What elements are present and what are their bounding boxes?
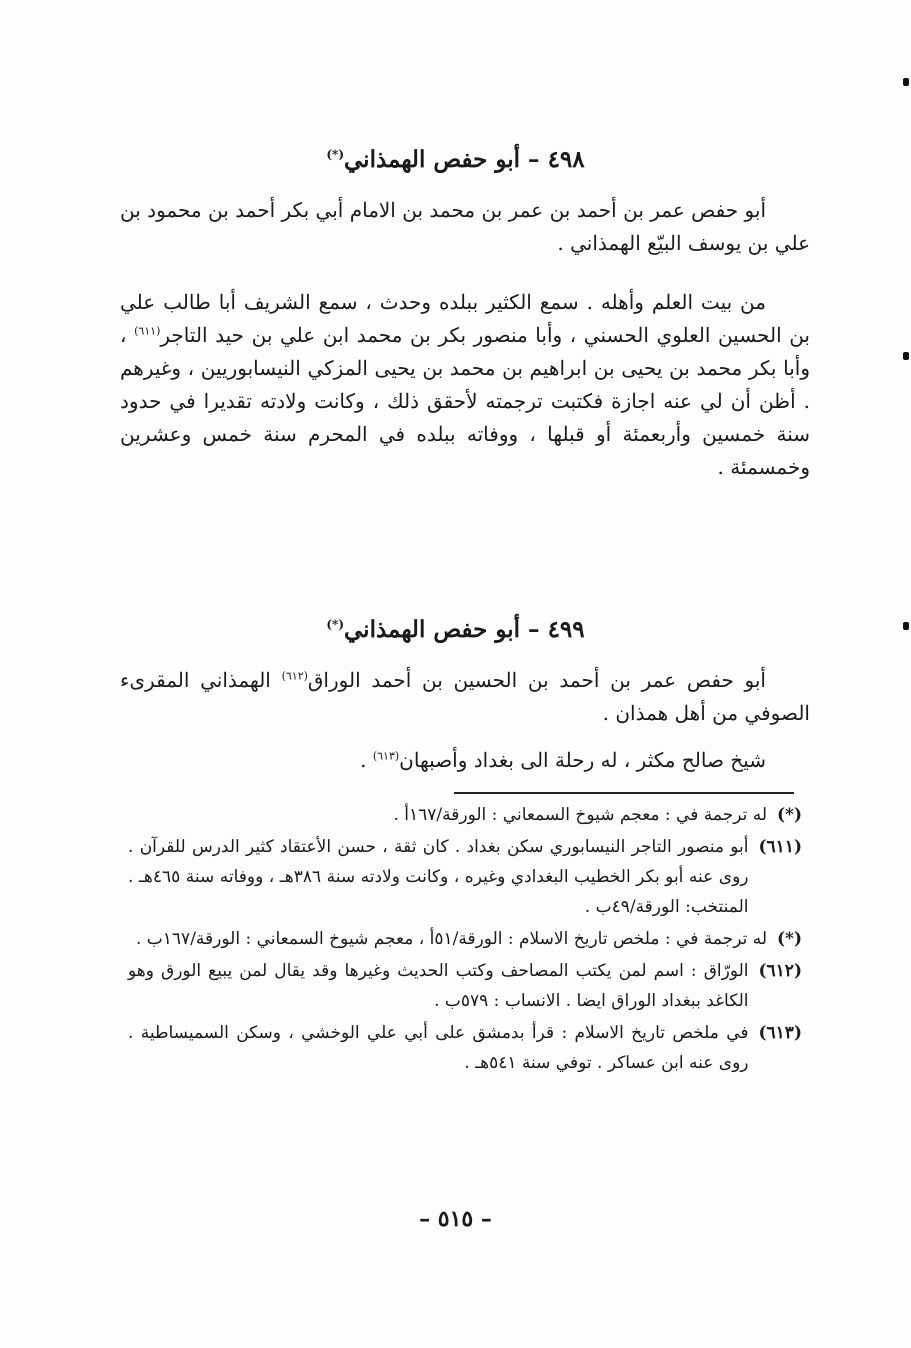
footnote-marker: (*) (326, 147, 344, 162)
footnote-mark: (*) (777, 805, 802, 825)
footnote-text: له ترجمة في : ملخص تاريخ الاسلام : الورقة/٥١أ ، معجم شيوخ السمعاني : الورقة/١٦٧ب . (135, 929, 768, 949)
entry-name-paragraph (120, 194, 810, 260)
footnote-text: أبو منصور التاجر النيسابوري سكن بغداد . كان ثقة ، حسن الأعتقاد كثير الدرس للقرآن . روى عنه أبو بكر الخطيب البغدادي وغيره ، وكانت ولادته سنة ٣٨٦هـ ، ووفاته سنة ٤٦٥هـ . المنتخب: الورقة/٤٩ب . (128, 837, 749, 917)
margin-mark (903, 622, 909, 630)
footnote (128, 832, 802, 922)
footnote (128, 800, 802, 830)
entry-body-paragraph (120, 744, 810, 777)
footnote-ref: (٦١١) (134, 324, 161, 338)
footnote-mark: (٦١١) (758, 837, 802, 857)
footnote (128, 956, 802, 1016)
footnote-ref: (٦١٣) (372, 749, 400, 763)
paragraph-text: أبو حفص عمر بن أحمد بن عمر بن محمد بن الامام أبي بكر أحمد بن محمود بن علي بن يوسف البيّع الهمذاني . (120, 198, 810, 255)
footnote-divider (454, 792, 794, 794)
entry-heading (100, 616, 811, 643)
entry-title: ٤٩٩ – أبو حفص الهمذاني (344, 616, 585, 643)
paragraph-text: الهمذاني المقرىء الصوفي من أهل همذان . (120, 668, 810, 725)
footnote-text: في ملخص تاريخ الاسلام : قرأ بدمشق على أبي علي الوخشي ، وسكن السميساطية . روى عنه ابن عساكر . توفي سنة ٥٤١هـ . (128, 1023, 749, 1073)
footnotes-section (128, 800, 802, 1080)
footnote-mark: (٦١٢) (758, 961, 802, 981)
entry-body-paragraph (120, 286, 810, 484)
paragraph-text: ، وأبا بكر محمد بن يحيى بن ابراهيم بن محمد بن يحيى المزكي النيسابوريين ، وغيرهم . أظن أن لي عنه اجازة فكتبت ترجمته لأحقق ذلك ، وكانت ولادته تقديرا في حدود سنة خمسين وأربعمئة أو قبلها ، ووفاته ببلده في المحرم سنة خمس وعشرين وخمسمئة . (120, 323, 810, 479)
entry-heading (100, 146, 811, 173)
margin-mark (903, 352, 909, 360)
footnote-ref: (٦١٢) (281, 669, 308, 683)
paragraph-text: من بيت العلم وأهله . سمع الكثير ببلده وحدث ، سمع الشريف أبا طالب علي بن الحسين العلوي الحسني ، وأبا منصور بكر بن محمد ابن علي بن حيد التاجر (120, 290, 810, 347)
margin-mark (903, 78, 909, 86)
footnote-mark: (*) (777, 929, 802, 949)
entry-title: ٤٩٨ – أبو حفص الهمذاني (344, 146, 585, 173)
footnote (128, 924, 802, 954)
paragraph-text: . (360, 748, 367, 772)
footnote-marker: (*) (326, 617, 344, 632)
paragraph-text: أبو حفص عمر بن أحمد بن الحسين بن أحمد الوراق (307, 668, 766, 692)
paragraph-text: شيخ صالح مكثر ، له رحلة الى بغداد وأصبهان (399, 748, 766, 772)
page-number: – ٥١٥ – (419, 1206, 492, 1232)
footnote-mark: (٦١٣) (758, 1023, 802, 1043)
footnote-text: له ترجمة في : معجم شيوخ السمعاني : الورقة/١٦٧أ . (393, 805, 768, 825)
footnote-text: الورّاق : اسم لمن يكتب المصاحف وكتب الحديث وغيرها وقد يقال لمن يبيع الورق وهو الكاغد ببغداد الوراق ايضا . الانساب : ٥٧٩ب . (128, 961, 749, 1011)
entry-name-paragraph (120, 664, 810, 730)
footnote (128, 1018, 802, 1078)
